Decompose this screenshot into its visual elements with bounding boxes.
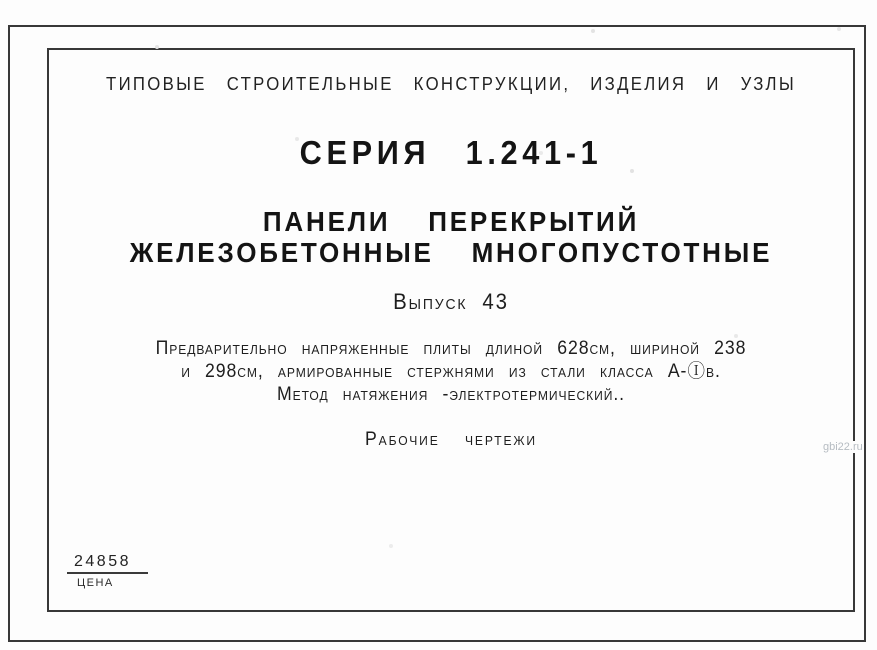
site-watermark: gbi22.ru: [823, 441, 863, 453]
description-line-1: Предварительно напряженные плиты длиной 628см, шириной 238: [155, 338, 747, 359]
main-title: [75, 206, 826, 268]
price-label: ЦЕНА: [77, 577, 114, 589]
document-type-label: Рабочие чертежи: [365, 429, 537, 450]
description-line-3: Метод натяжения -электротермический..: [276, 384, 626, 405]
price-code: 24858: [74, 553, 131, 570]
description-paragraph: [75, 337, 826, 406]
series-title: СЕРИЯ 1.241-1: [299, 134, 603, 171]
main-title-line-1: ПАНЕЛИ ПЕРЕКРЫТИЙ: [262, 206, 640, 237]
description-line-2: и 298см, армированные стержнями из стали класса А-Ⓘв.: [181, 361, 721, 382]
inner-border: [47, 48, 855, 612]
classification-heading: ТИПОВЫЕ СТРОИТЕЛЬНЫЕ КОНСТРУКЦИИ, ИЗДЕЛИЯ И УЗЛЫ: [106, 74, 796, 94]
price-underline: [67, 572, 148, 574]
issue-number: Выпуск 43: [393, 289, 509, 314]
scan-noise: [0, 0, 2, 2]
main-title-line-2: ЖЕЛЕЗОБЕТОННЫЕ МНОГОПУСТОТНЫЕ: [129, 237, 773, 268]
